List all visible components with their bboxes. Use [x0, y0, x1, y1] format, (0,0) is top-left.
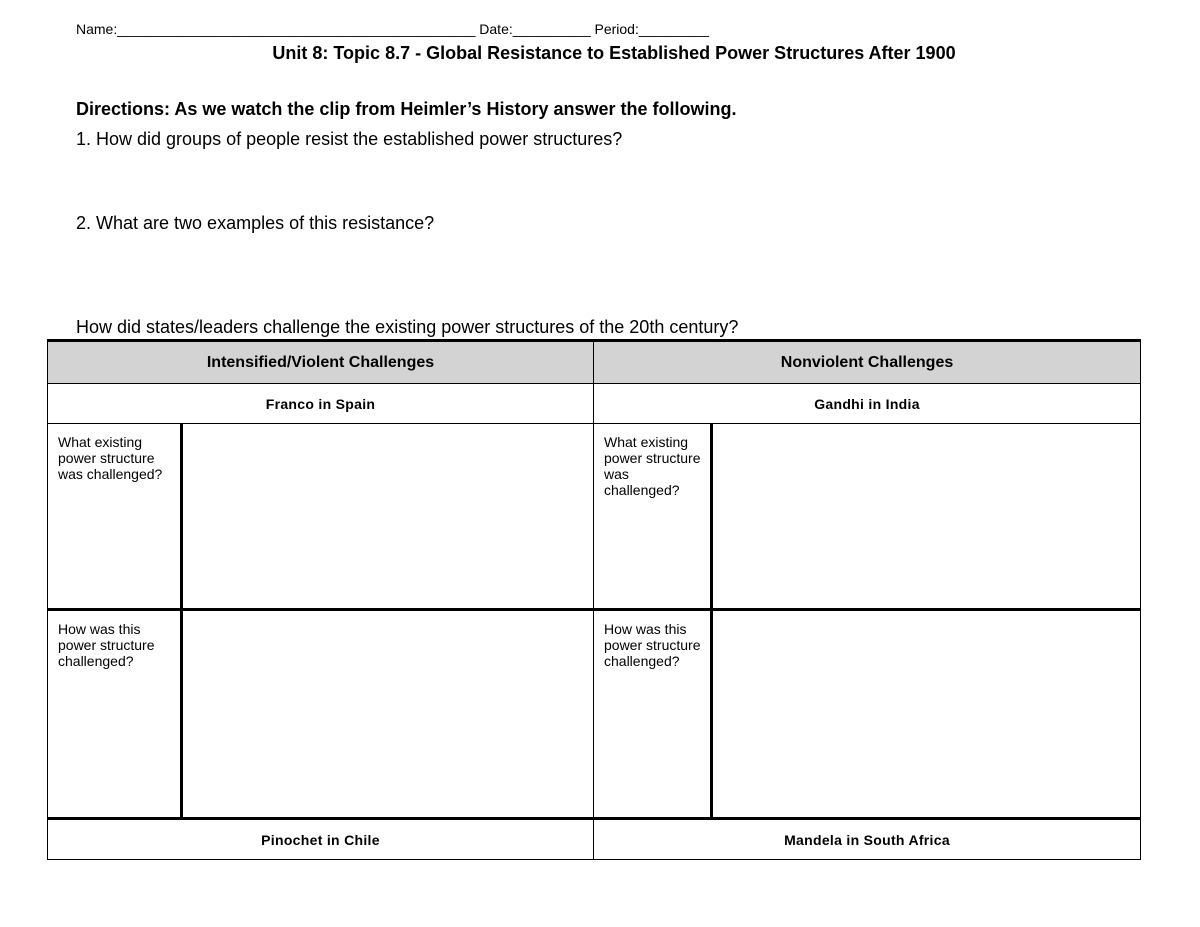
gandhi-india-heading: Gandhi in India [594, 384, 1141, 424]
left-how-challenged-answer[interactable] [182, 610, 594, 819]
right-how-challenged-label: How was this power structure challenged? [594, 610, 712, 819]
table-question: How did states/leaders challenge the existing power structures of the 20th century? [76, 317, 739, 337]
pinochet-chile-heading: Pinochet in Chile [48, 819, 594, 860]
mandela-south-africa-heading: Mandela in South Africa [594, 819, 1141, 860]
franco-spain-heading: Franco in Spain [48, 384, 594, 424]
right-existing-structure-label: What existing power structure was challenged? [594, 424, 712, 610]
right-how-challenged-answer[interactable] [712, 610, 1141, 819]
question-1: 1. How did groups of people resist the established power structures? [76, 129, 623, 149]
name-date-period-line[interactable]: Name:______________________________________________ Date:__________ Period:_________ [76, 21, 709, 37]
worksheet-title: Unit 8: Topic 8.7 - Global Resistance to Established Power Structures After 1900 [272, 43, 956, 63]
left-existing-structure-label: What existing power structure was challenged? [48, 424, 182, 610]
nonviolent-challenges-header: Nonviolent Challenges [594, 341, 1141, 384]
challenges-table [47, 339, 1141, 860]
left-existing-structure-answer[interactable] [182, 424, 594, 610]
directions: Directions: As we watch the clip from Heimler’s History answer the following. [76, 99, 737, 119]
right-existing-structure-answer[interactable] [712, 424, 1141, 610]
question-2: 2. What are two examples of this resistance? [76, 213, 435, 233]
violent-challenges-header: Intensified/Violent Challenges [48, 341, 594, 384]
left-how-challenged-label: How was this power structure challenged? [48, 610, 182, 819]
